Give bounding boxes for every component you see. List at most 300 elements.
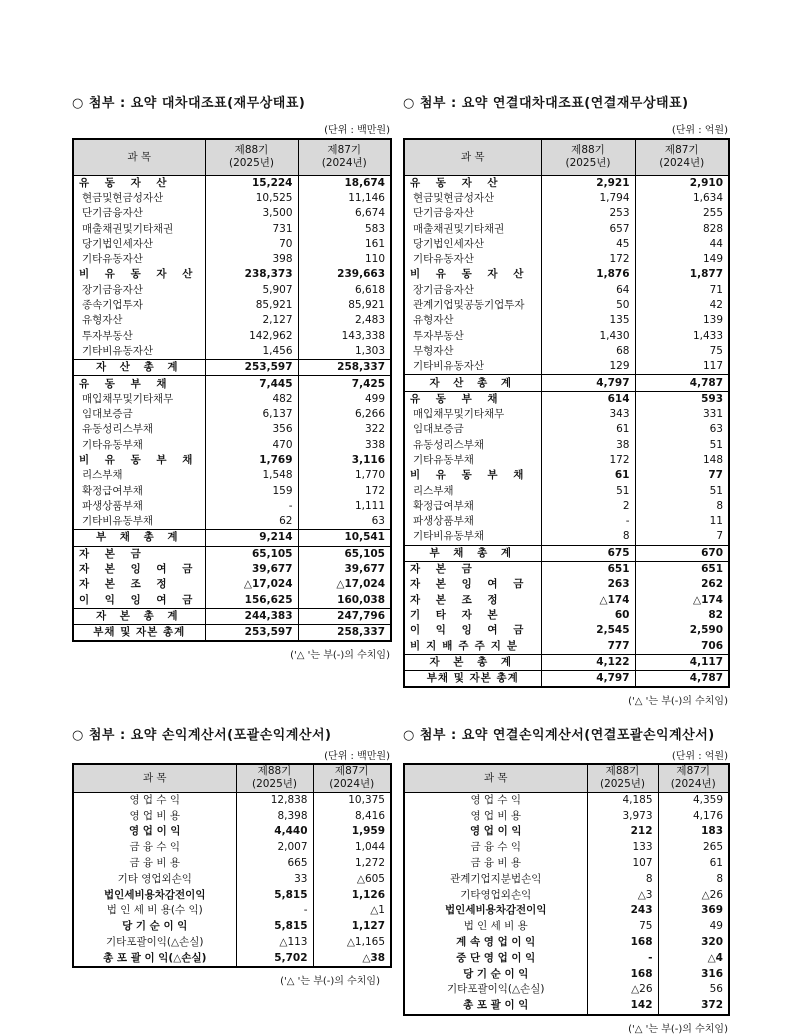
row-value-87: 4,176	[658, 808, 729, 824]
row-value-87: 51	[635, 483, 729, 498]
row-value-87: 651	[635, 561, 729, 577]
row-value-88: 6,137	[205, 407, 298, 422]
row-label: 확정급여부채	[73, 483, 205, 498]
row-value-88: 1,794	[541, 191, 635, 206]
row-label: 법 인 세 비 용(수 익)	[73, 903, 236, 919]
table-row	[404, 982, 729, 998]
row-value-87: 1,126	[313, 887, 391, 903]
table-row	[73, 840, 391, 856]
row-value-87: 316	[658, 966, 729, 982]
header-item: 과 목	[73, 764, 236, 792]
row-value-88: △3	[587, 887, 658, 903]
row-value-88: 133	[587, 840, 658, 856]
row-label: 매출채권및기타채권	[73, 221, 205, 236]
income-statement-section	[72, 724, 390, 987]
row-value-87: 85,921	[298, 298, 391, 313]
table-row	[404, 623, 729, 638]
row-value-87: 44	[635, 237, 729, 252]
row-value-87: 8	[658, 871, 729, 887]
row-value-87: 499	[298, 392, 391, 407]
row-label: 장기금융자산	[73, 283, 205, 298]
row-label: 법인세비용차감전이익	[73, 887, 236, 903]
row-value-88: 2,921	[541, 175, 635, 191]
table-row	[404, 391, 729, 407]
row-value-88: 2,545	[541, 623, 635, 638]
consolidated-income-statement-note: ('△ '는 부(-)의 수치임)	[628, 1023, 728, 1035]
table-row	[404, 438, 729, 453]
row-label: 자 산 총 계	[404, 375, 541, 391]
row-value-88: 3,500	[205, 206, 298, 221]
row-value-87: 3,116	[298, 453, 391, 468]
row-value-88: 8	[541, 529, 635, 545]
row-label: 유동성리스부채	[73, 422, 205, 437]
row-label: 유 동 부 채	[404, 391, 541, 407]
header-period-88: 제88기 (2025년)	[205, 139, 298, 175]
table-row	[73, 792, 391, 808]
row-value-88: 135	[541, 313, 635, 328]
table-row	[404, 237, 729, 252]
header-item: 과 목	[73, 139, 205, 175]
row-value-88: 4,185	[587, 792, 658, 808]
row-label: 종속기업투자	[73, 298, 205, 313]
row-label: 기타비유동부채	[73, 514, 205, 530]
row-value-87: 1,634	[635, 191, 729, 206]
row-label: 자 본 조 정	[404, 593, 541, 608]
row-label: 유 동 자 산	[404, 175, 541, 191]
row-label: 임대보증금	[73, 407, 205, 422]
row-value-87: 258,337	[298, 625, 391, 642]
row-value-88: △26	[587, 982, 658, 998]
table-row	[73, 499, 391, 514]
row-value-87: 262	[635, 577, 729, 592]
row-value-88: 470	[205, 438, 298, 453]
row-label: 기타비유동부채	[404, 529, 541, 545]
income-statement-note: ('△ '는 부(-)의 수치임)	[280, 976, 380, 988]
table-row	[73, 593, 391, 609]
header-period-88: 제88기 (2025년)	[587, 764, 658, 792]
row-value-88: 70	[205, 237, 298, 252]
row-value-87: 61	[658, 856, 729, 872]
row-value-87: 71	[635, 283, 729, 298]
row-value-88: 253,597	[205, 360, 298, 376]
table-row	[73, 824, 391, 840]
consolidated-income-statement-title: ○ 첨부 : 요약 연결손익계산서(연결포괄손익계산서)	[403, 728, 715, 743]
row-value-87: 139	[635, 313, 729, 328]
row-value-88: 50	[541, 298, 635, 313]
table-row	[404, 856, 729, 872]
table-row	[404, 499, 729, 514]
row-value-88: 665	[236, 856, 313, 872]
row-label: 총 포 괄 이 익	[404, 998, 587, 1015]
row-value-87: 18,674	[298, 175, 391, 191]
row-value-87: 65,105	[298, 546, 391, 562]
row-label: 리스부채	[404, 483, 541, 498]
row-value-88: 1,876	[541, 267, 635, 282]
table-row	[73, 483, 391, 498]
row-value-87: △1	[313, 903, 391, 919]
table-row	[73, 344, 391, 360]
row-value-88: 159	[205, 483, 298, 498]
row-label: 당 기 순 이 익	[73, 919, 236, 935]
row-value-88: 263	[541, 577, 635, 592]
row-value-88: 675	[541, 545, 635, 561]
row-label: 자 본 잉 여 금	[404, 577, 541, 592]
row-value-88: 8,398	[236, 808, 313, 824]
row-value-87: 265	[658, 840, 729, 856]
row-label: 비지배주주지분	[404, 638, 541, 654]
row-value-87: 247,796	[298, 608, 391, 624]
row-value-87: 583	[298, 221, 391, 236]
row-label: 기타유동부채	[404, 453, 541, 468]
row-value-88: 243	[587, 903, 658, 919]
row-label: 영 업 이 익	[73, 824, 236, 840]
row-label: 현금및현금성자산	[404, 191, 541, 206]
table-row	[73, 237, 391, 252]
table-row	[404, 175, 729, 191]
row-value-88: 5,815	[236, 887, 313, 903]
table-row	[404, 966, 729, 982]
row-value-87: 6,674	[298, 206, 391, 221]
table-row	[404, 919, 729, 935]
row-value-88: 4,797	[541, 375, 635, 391]
table-row	[73, 808, 391, 824]
row-value-87: 4,787	[635, 671, 729, 688]
table-row	[73, 438, 391, 453]
row-value-87: 51	[635, 438, 729, 453]
row-value-87: 1,770	[298, 468, 391, 483]
income-statement-table	[72, 763, 392, 968]
row-value-87: 372	[658, 998, 729, 1015]
row-value-88: 15,224	[205, 175, 298, 191]
row-label: 중 단 영 업 이 익	[404, 950, 587, 966]
table-row	[73, 407, 391, 422]
row-label: 영 업 수 익	[73, 792, 236, 808]
row-value-87: △4	[658, 950, 729, 966]
row-value-87: △605	[313, 871, 391, 887]
row-value-87: 1,303	[298, 344, 391, 360]
table-row	[404, 950, 729, 966]
row-value-87: 1,877	[635, 267, 729, 282]
header-period-87: 제87기 (2024년)	[635, 139, 729, 175]
row-label: 기타유동부채	[73, 438, 205, 453]
table-row	[73, 903, 391, 919]
table-row	[404, 328, 729, 343]
row-value-87: 4,117	[635, 654, 729, 670]
table-row	[73, 191, 391, 206]
row-label: 단기금융자산	[404, 206, 541, 221]
table-row	[404, 871, 729, 887]
row-label: 영 업 수 익	[404, 792, 587, 808]
table-row	[404, 593, 729, 608]
row-value-87: 4,787	[635, 375, 729, 391]
row-value-87: △174	[635, 593, 729, 608]
row-value-87: 63	[298, 514, 391, 530]
table-row	[73, 313, 391, 328]
consolidated-income-statement-section	[403, 724, 728, 1035]
row-value-88: 172	[541, 453, 635, 468]
row-value-87: 8,416	[313, 808, 391, 824]
row-label: 유동성리스부채	[404, 438, 541, 453]
row-value-88: 156,625	[205, 593, 298, 609]
table-row	[404, 887, 729, 903]
row-label: 기타유동자산	[73, 252, 205, 267]
row-value-88: 60	[541, 608, 635, 623]
row-value-88: 168	[587, 935, 658, 951]
table-row	[404, 529, 729, 545]
table-row	[404, 313, 729, 328]
table-row	[404, 514, 729, 529]
table-row	[73, 175, 391, 191]
row-value-88: 731	[205, 221, 298, 236]
table-row	[404, 808, 729, 824]
row-value-87: 49	[658, 919, 729, 935]
row-label: 관계기업지분법손익	[404, 871, 587, 887]
table-row	[73, 376, 391, 392]
row-label: 영 업 이 익	[404, 824, 587, 840]
row-value-87: △1,165	[313, 935, 391, 951]
income-statement-unit: (단위 : 백만원)	[324, 751, 390, 762]
header-item: 과 목	[404, 139, 541, 175]
row-label: 영 업 비 용	[73, 808, 236, 824]
row-label: 단기금융자산	[73, 206, 205, 221]
table-row	[73, 608, 391, 624]
row-label: 기타포괄이익(△손실)	[73, 935, 236, 951]
consolidated-balance-sheet-title: ○ 첨부 : 요약 연결대차대조표(연결재무상태표)	[403, 96, 689, 111]
row-label: 법 인 세 비 용	[404, 919, 587, 935]
row-label: 자 본 잉 여 금	[73, 562, 205, 577]
row-value-87: 77	[635, 468, 729, 483]
row-label: 비 유 동 자 산	[404, 267, 541, 282]
table-row	[73, 221, 391, 236]
row-value-87: 148	[635, 453, 729, 468]
row-label: 비 유 동 부 채	[73, 453, 205, 468]
row-label: 금 융 비 용	[404, 856, 587, 872]
row-label: 기타영업외손익	[404, 887, 587, 903]
row-value-88: 142,962	[205, 328, 298, 343]
header-period-87: 제87기 (2024년)	[298, 139, 391, 175]
row-value-88: 5,815	[236, 919, 313, 935]
row-value-88: 614	[541, 391, 635, 407]
row-label: 투자부동산	[73, 328, 205, 343]
row-value-88: 33	[236, 871, 313, 887]
table-row	[404, 483, 729, 498]
table-row	[404, 935, 729, 951]
row-label: 자 본 총 계	[73, 608, 205, 624]
table-row	[73, 950, 391, 967]
row-value-88: 38	[541, 438, 635, 453]
row-label: 무형자산	[404, 344, 541, 359]
table-row	[404, 252, 729, 267]
row-value-87: 161	[298, 237, 391, 252]
row-label: 금 융 비 용	[73, 856, 236, 872]
row-value-87: 322	[298, 422, 391, 437]
row-value-88: 4,122	[541, 654, 635, 670]
row-value-88: 3,973	[587, 808, 658, 824]
row-value-87: 670	[635, 545, 729, 561]
header-item: 과 목	[404, 764, 587, 792]
table-row	[404, 903, 729, 919]
row-value-88: 62	[205, 514, 298, 530]
row-value-88: 64	[541, 283, 635, 298]
row-value-88: 2,007	[236, 840, 313, 856]
row-value-87: 369	[658, 903, 729, 919]
row-label: 매출채권및기타채권	[404, 221, 541, 236]
table-row	[404, 824, 729, 840]
balance-sheet-section	[72, 92, 390, 661]
row-value-87: 75	[635, 344, 729, 359]
row-value-88: 356	[205, 422, 298, 437]
table-row	[73, 392, 391, 407]
balance-sheet-note: ('△ '는 부(-)의 수치임)	[290, 650, 390, 662]
row-value-88: 45	[541, 237, 635, 252]
table-row	[404, 359, 729, 375]
table-row	[73, 546, 391, 562]
row-label: 금 융 수 익	[404, 840, 587, 856]
row-value-88: 61	[541, 422, 635, 437]
table-row	[404, 375, 729, 391]
consolidated-income-statement-unit: (단위 : 억원)	[671, 751, 728, 762]
table-row	[73, 856, 391, 872]
row-label: 임대보증금	[404, 422, 541, 437]
header-period-87: 제87기 (2024년)	[313, 764, 391, 792]
row-value-88: 39,677	[205, 562, 298, 577]
row-label: 비 유 동 자 산	[73, 267, 205, 282]
row-value-88: 253	[541, 206, 635, 221]
table-row	[73, 252, 391, 267]
row-value-88: △174	[541, 593, 635, 608]
row-label: 자 본 금	[404, 561, 541, 577]
row-value-87: 1,127	[313, 919, 391, 935]
row-value-88: 212	[587, 824, 658, 840]
row-label: 기 타 자 본	[404, 608, 541, 623]
row-value-87: 4,359	[658, 792, 729, 808]
row-value-88: 9,214	[205, 530, 298, 546]
row-value-87: 593	[635, 391, 729, 407]
row-value-87: 7	[635, 529, 729, 545]
row-value-88: 4,797	[541, 671, 635, 688]
row-value-87: △26	[658, 887, 729, 903]
row-label: 법인세비용차감전이익	[404, 903, 587, 919]
table-row	[404, 422, 729, 437]
row-label: 비 유 동 부 채	[404, 468, 541, 483]
row-value-87: 10,541	[298, 530, 391, 546]
table-row	[404, 468, 729, 483]
row-label: 이 익 잉 여 금	[404, 623, 541, 638]
table-row	[404, 453, 729, 468]
row-value-88: -	[205, 499, 298, 514]
row-label: 파생상품부채	[404, 514, 541, 529]
row-value-88: 777	[541, 638, 635, 654]
row-label: 관계기업및공동기업투자	[404, 298, 541, 313]
row-value-88: -	[587, 950, 658, 966]
table-row	[73, 283, 391, 298]
row-label: 매입채무및기타채무	[404, 407, 541, 422]
table-row	[404, 206, 729, 221]
row-label: 자 본 금	[73, 546, 205, 562]
row-value-87: 82	[635, 608, 729, 623]
row-value-88: 172	[541, 252, 635, 267]
row-value-87: 706	[635, 638, 729, 654]
row-value-87: △17,024	[298, 577, 391, 592]
row-value-88: 10,525	[205, 191, 298, 206]
row-value-88: 244,383	[205, 608, 298, 624]
row-value-87: 258,337	[298, 360, 391, 376]
row-value-88: △113	[236, 935, 313, 951]
table-row	[73, 206, 391, 221]
row-value-87: 183	[658, 824, 729, 840]
table-row	[73, 871, 391, 887]
row-label: 자 본 총 계	[404, 654, 541, 670]
row-label: 자 산 총 계	[73, 360, 205, 376]
row-label: 부 채 총 계	[73, 530, 205, 546]
row-value-88: 68	[541, 344, 635, 359]
row-value-88: 2,127	[205, 313, 298, 328]
balance-sheet-unit: (단위 : 백만원)	[324, 125, 390, 136]
row-value-88: △17,024	[205, 577, 298, 592]
row-value-87: 828	[635, 221, 729, 236]
row-value-87: 8	[635, 499, 729, 514]
row-value-88: 168	[587, 966, 658, 982]
row-value-88: 12,838	[236, 792, 313, 808]
row-value-88: 238,373	[205, 267, 298, 282]
row-label: 매입채무및기타채무	[73, 392, 205, 407]
row-value-87: 320	[658, 935, 729, 951]
row-value-88: 657	[541, 221, 635, 236]
row-value-88: 398	[205, 252, 298, 267]
row-value-88: 7,445	[205, 376, 298, 392]
table-row	[404, 283, 729, 298]
row-label: 확정급여부채	[404, 499, 541, 514]
table-row	[404, 561, 729, 577]
table-row	[73, 935, 391, 951]
table-row	[404, 671, 729, 688]
row-value-87: 2,590	[635, 623, 729, 638]
row-value-87: 117	[635, 359, 729, 375]
row-label: 유 동 자 산	[73, 175, 205, 191]
row-value-87: 11	[635, 514, 729, 529]
row-value-88: 65,105	[205, 546, 298, 562]
row-value-88: 107	[587, 856, 658, 872]
row-value-87: 172	[298, 483, 391, 498]
table-row	[404, 608, 729, 623]
consolidated-balance-sheet-note: ('△ '는 부(-)의 수치임)	[628, 696, 728, 708]
row-value-88: 129	[541, 359, 635, 375]
table-row	[73, 625, 391, 642]
balance-sheet-title: ○ 첨부 : 요약 대차대조표(재무상태표)	[72, 96, 306, 111]
row-value-87: 39,677	[298, 562, 391, 577]
table-row	[404, 221, 729, 236]
row-value-87: 2,910	[635, 175, 729, 191]
income-statement-title: ○ 첨부 : 요약 손익계산서(포괄손익계산서)	[72, 728, 332, 743]
row-label: 장기금융자산	[404, 283, 541, 298]
row-label: 기타비유동자산	[404, 359, 541, 375]
row-value-88: 4,440	[236, 824, 313, 840]
table-row	[73, 328, 391, 343]
row-value-87: 2,483	[298, 313, 391, 328]
row-value-87: 255	[635, 206, 729, 221]
table-row	[73, 577, 391, 592]
row-label: 기타유동자산	[404, 252, 541, 267]
row-value-87: 143,338	[298, 328, 391, 343]
row-value-87: 6,266	[298, 407, 391, 422]
row-label: 유형자산	[73, 313, 205, 328]
row-label: 유형자산	[404, 313, 541, 328]
row-value-88: 343	[541, 407, 635, 422]
table-row	[404, 840, 729, 856]
row-label: 계 속 영 업 이 익	[404, 935, 587, 951]
table-row	[404, 267, 729, 282]
row-value-87: 63	[635, 422, 729, 437]
